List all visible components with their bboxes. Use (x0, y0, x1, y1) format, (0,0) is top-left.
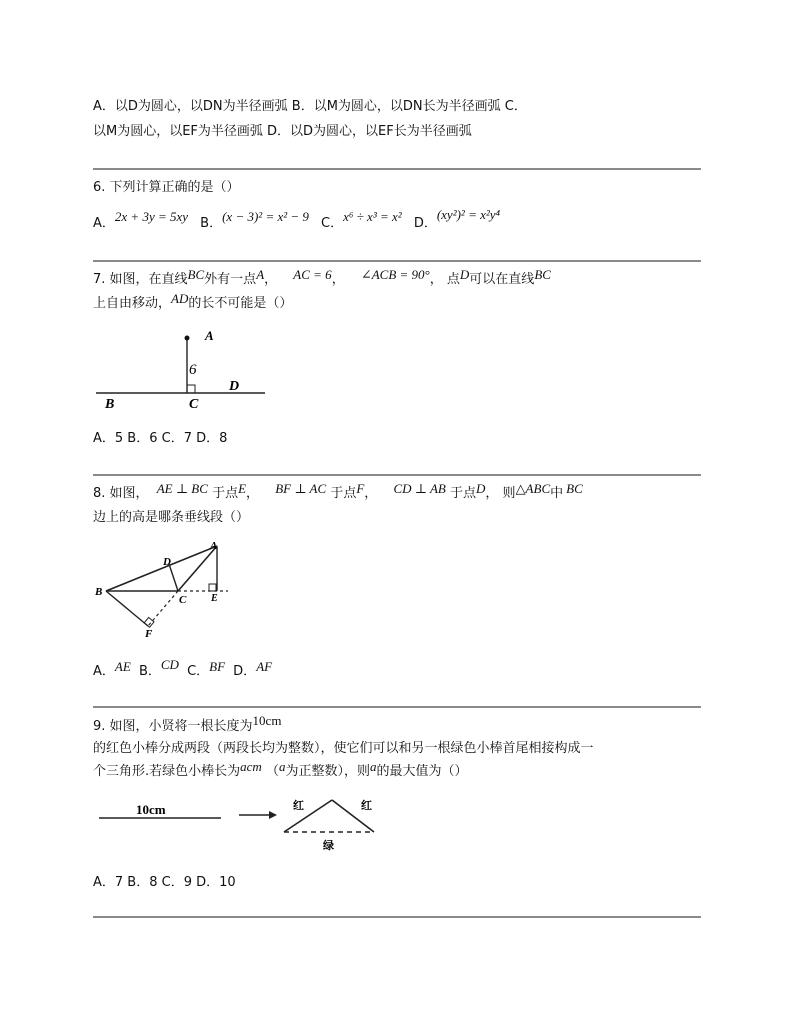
prev-options-line2: 以M为圆心，以EF为半径画弧 D．以D为圆心，以EF长为半径画弧 (93, 124, 472, 139)
q7-text: 上自由移动， (93, 296, 172, 311)
q8-math: BF ⊥ AC (275, 481, 327, 496)
q7-text: 可以在直线 (469, 272, 535, 287)
q9-text: （ (265, 764, 279, 779)
q7-math: BC (534, 267, 551, 282)
q9-options: A．7 B．8 C．9 D．10 (93, 875, 236, 890)
q8-math: △ABC (515, 481, 551, 496)
label-d: D (163, 556, 171, 568)
q6-option-a-expr: 2x + 3y = 5xy (114, 209, 189, 224)
label-c: C (189, 397, 199, 412)
q8-math: E (238, 481, 247, 496)
q7-math: AD (171, 291, 189, 306)
q6-option-a-label: A． (93, 216, 115, 231)
q8-math: F (356, 481, 365, 496)
side-ab (106, 546, 217, 591)
altitude-bf (106, 591, 148, 626)
q8-text: 中 (550, 486, 564, 501)
q9-math: acm (240, 759, 262, 774)
right-angle-f (144, 617, 154, 627)
q7-figure (93, 325, 273, 415)
q9-text: 9. 如图，小贤将一根长度为 (93, 719, 253, 734)
label-b: B (105, 397, 115, 412)
divider (93, 260, 701, 262)
q7-math: D (459, 267, 470, 282)
q7-math: A (256, 267, 265, 282)
label-f: F (145, 628, 153, 640)
q9-stem-line2: 的红色小棒分成两段（两段长均为整数），使它们可以和另一根绿色小棒首尾相接构成一 (93, 741, 594, 756)
q7-stem-line1 (93, 268, 551, 287)
q8-text: 于点 (212, 486, 239, 501)
q6-option-c-expr: x⁶ ÷ x³ = x² (343, 209, 402, 224)
q8-text: ， 则 (485, 486, 516, 501)
q8-math: CD ⊥ AB (393, 481, 446, 496)
label-a: A (205, 328, 214, 343)
label-length: 6 (189, 362, 197, 378)
label-c: C (179, 594, 187, 606)
q9-text: 的最大值为（） (376, 764, 468, 779)
green-label: 绿 (323, 840, 334, 852)
label-d: D (229, 379, 240, 394)
stick-length-label: 10cm (136, 802, 166, 817)
q7-options: A．5 B．6 C．7 D．8 (93, 431, 228, 446)
q6-option-d-expr: (xy²)² = x²y⁴ (436, 207, 501, 222)
q9-math: 10cm (252, 713, 282, 728)
divider (93, 916, 701, 918)
q7-text: 外有一点 (204, 272, 257, 287)
q8-text: 8. 如图， (93, 486, 149, 501)
q8-math: BC (566, 481, 583, 496)
q6-option-c-label: C． (321, 216, 344, 231)
altitude-cd (169, 564, 178, 591)
label-a: A (210, 540, 218, 552)
red-side-left (284, 800, 332, 832)
q6-option-d-label: D． (413, 216, 437, 231)
q8-stem-line1 (93, 482, 583, 501)
arrow-head (269, 811, 277, 819)
q9-math: a (369, 759, 377, 774)
q8-text: 于点 (330, 486, 357, 501)
q7-math: ∠ACB = 90° (360, 267, 430, 282)
right-angle-mark (187, 385, 195, 393)
divider (93, 706, 701, 708)
q9-text: 个三角形.若绿色小棒长为 (93, 764, 241, 779)
q9-figure (93, 795, 393, 855)
q8-math: AE ⊥ BC (156, 481, 208, 496)
q6-stem: 6. 下列计算正确的是（） (93, 180, 240, 195)
q9-stem-line3 (93, 760, 468, 779)
q7-text: ， 点 (429, 272, 460, 287)
label-b: B (95, 586, 103, 598)
q7-text: ， (264, 272, 278, 287)
q8-text: ， (246, 486, 260, 501)
q7-stem-line2 (93, 292, 292, 311)
q7-math: AC = 6 (293, 267, 332, 282)
q8-text: ， (364, 486, 378, 501)
divider (93, 168, 701, 170)
point-a (185, 336, 190, 341)
q9-math: a (278, 759, 286, 774)
prev-options-line1: A．以D为圆心，以DN为半径画弧 B．以M为圆心，以DN长为半径画弧 C． (93, 99, 527, 114)
q7-text: ， (331, 272, 345, 287)
q8-figure (93, 538, 238, 643)
red-label-right: 红 (361, 800, 372, 812)
q6-option-b-expr: (x − 3)² = x² − 9 (222, 209, 309, 224)
q6-options (93, 207, 501, 231)
q8-option-d-label: D． (233, 664, 257, 679)
label-e: E (211, 593, 218, 604)
q7-math: BC (187, 267, 205, 282)
q8-option-a-expr: AE (114, 659, 131, 674)
q8-option-a-label: A． (93, 664, 115, 679)
q7-text: 的长不可能是（） (188, 296, 293, 311)
q8-options (93, 657, 273, 679)
right-angle-e (209, 584, 216, 591)
q7-text: 7. 如图，在直线 (93, 272, 188, 287)
q8-text: 于点 (450, 486, 477, 501)
q8-option-d-expr: AF (256, 659, 273, 674)
q8-option-b-expr: CD (160, 657, 179, 672)
red-label-left: 红 (293, 800, 304, 812)
q9-text: 为正整数），则 (285, 764, 370, 779)
q9-stem-line1 (93, 715, 281, 734)
q6-option-b-label: B． (200, 216, 223, 231)
q8-stem-line2: 边上的高是哪条垂线段（） (93, 510, 250, 525)
q8-option-c-label: C． (187, 664, 210, 679)
divider (93, 474, 701, 476)
q8-option-c-expr: BF (209, 659, 226, 674)
q8-math: D (476, 481, 486, 496)
q8-option-b-label: B． (138, 664, 161, 679)
